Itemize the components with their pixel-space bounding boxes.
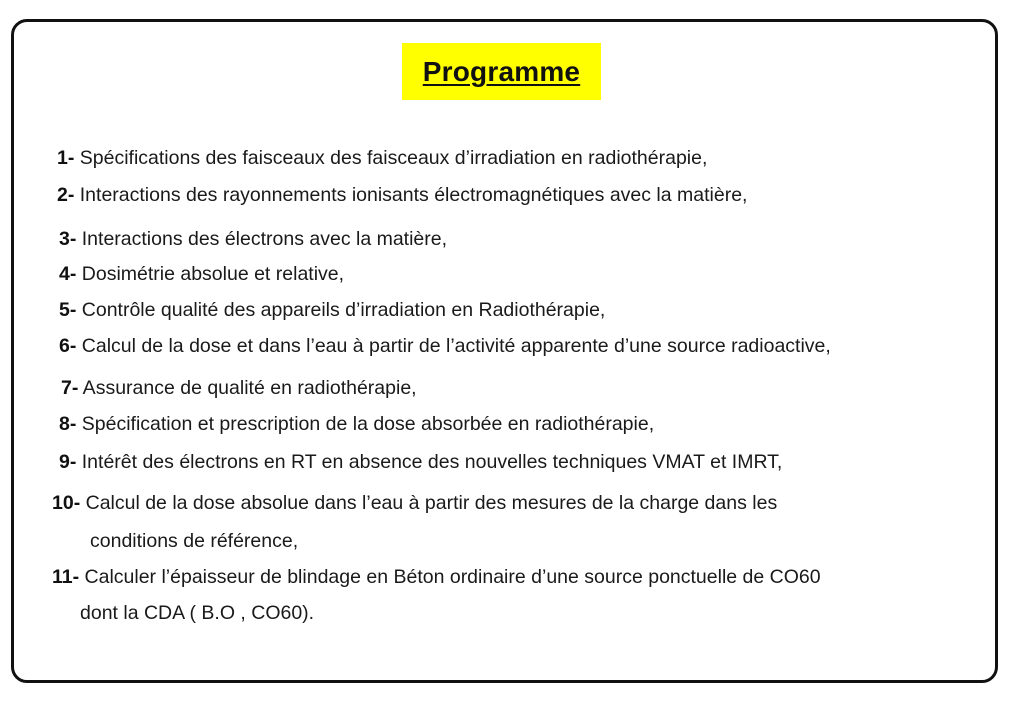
item-text: Calcul de la dose et dans l’eau à partir de l’activité apparente d’une source radioactive, bbox=[76, 335, 831, 357]
item-number: 6- bbox=[59, 335, 77, 357]
list-item-4 bbox=[59, 262, 344, 286]
list-item-6 bbox=[59, 334, 831, 358]
list-item-8 bbox=[59, 412, 654, 436]
item-number: 10- bbox=[52, 492, 81, 514]
title-highlight bbox=[402, 43, 601, 100]
item-number: 5- bbox=[59, 299, 77, 321]
item-number: 3- bbox=[59, 228, 77, 250]
item-text: Dosimétrie absolue et relative, bbox=[76, 263, 345, 285]
list-item-10-continuation: conditions de référence, bbox=[90, 530, 299, 552]
list-item-11 bbox=[52, 565, 821, 589]
item-text: Intérêt des électrons en RT en absence des nouvelles techniques VMAT et IMRT, bbox=[76, 451, 783, 473]
page-title: Programme bbox=[422, 55, 581, 87]
list-item-2 bbox=[57, 183, 747, 207]
list-item-10 bbox=[52, 491, 777, 515]
list-item-5 bbox=[59, 298, 605, 322]
item-text: Spécifications des faisceaux des faisceaux d’irradiation en radiothérapie, bbox=[74, 147, 708, 169]
item-text: Contrôle qualité des appareils d’irradiation en Radiothérapie, bbox=[76, 299, 606, 321]
item-number: 2- bbox=[57, 184, 75, 206]
list-item-1 bbox=[57, 146, 707, 170]
item-text: Interactions des électrons avec la matière, bbox=[76, 228, 448, 250]
list-item-7 bbox=[61, 376, 417, 400]
item-text: Assurance de qualité en radiothérapie, bbox=[78, 377, 417, 399]
item-number: 9- bbox=[59, 451, 77, 473]
item-number: 8- bbox=[59, 413, 77, 435]
list-item-9 bbox=[59, 450, 782, 474]
item-text: Calcul de la dose absolue dans l’eau à partir des mesures de la charge dans les bbox=[80, 492, 778, 514]
item-number: 4- bbox=[59, 263, 77, 285]
item-number: 7- bbox=[61, 377, 79, 399]
item-text: Interactions des rayonnements ionisants électromagnétiques avec la matière, bbox=[74, 184, 748, 206]
item-text: Calculer l’épaisseur de blindage en Béton ordinaire d’une source ponctuelle de CO60 bbox=[79, 566, 821, 588]
item-text: Spécification et prescription de la dose absorbée en radiothérapie, bbox=[76, 413, 655, 435]
item-number: 1- bbox=[57, 147, 75, 169]
list-item-11-continuation: dont la CDA ( B.O , CO60). bbox=[80, 602, 315, 624]
item-number: 11- bbox=[52, 566, 80, 588]
list-item-3 bbox=[59, 227, 447, 251]
